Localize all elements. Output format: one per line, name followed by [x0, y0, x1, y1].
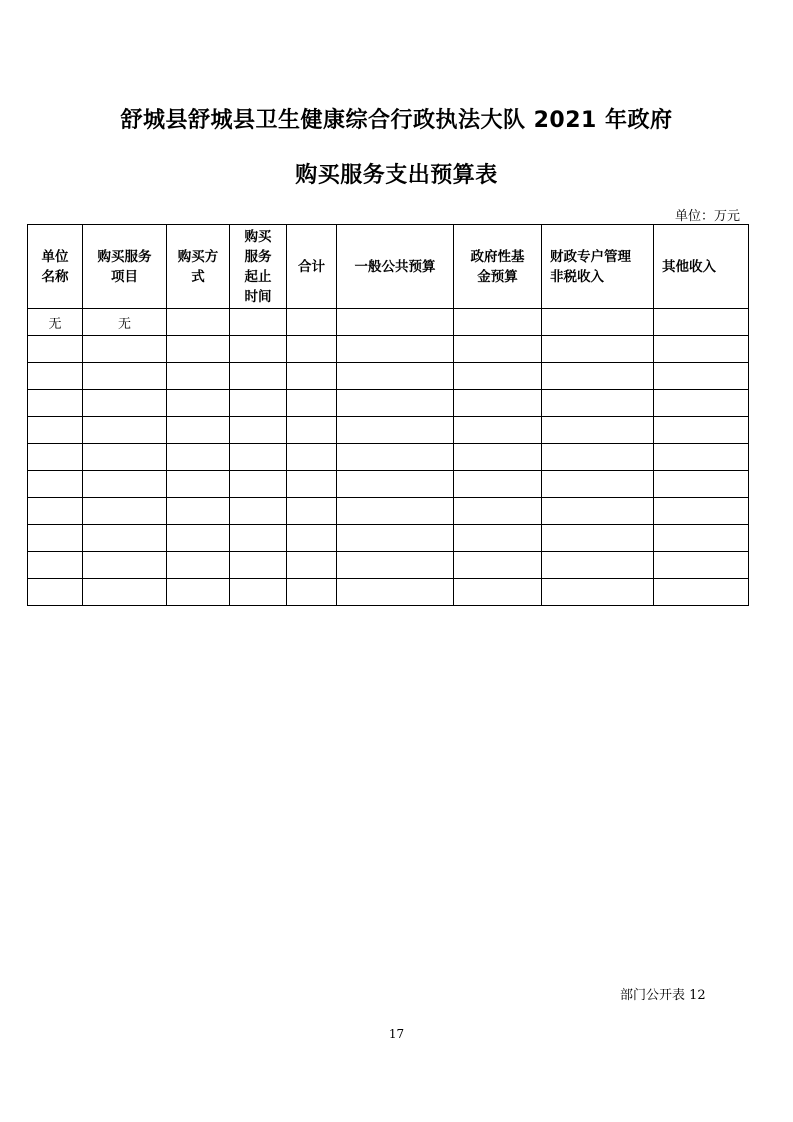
table-cell — [83, 498, 167, 525]
header-general-budget: 一般公共预算 — [337, 225, 454, 309]
table-row — [28, 336, 749, 363]
table-cell — [230, 525, 287, 552]
table-cell — [230, 363, 287, 390]
table-cell — [454, 417, 542, 444]
table-cell — [337, 525, 454, 552]
table-cell — [654, 363, 749, 390]
table-cell — [287, 390, 337, 417]
table-cell — [230, 336, 287, 363]
table-body — [28, 309, 749, 606]
table-cell — [454, 390, 542, 417]
table-row — [28, 579, 749, 606]
table-cell — [28, 471, 83, 498]
table-cell — [28, 417, 83, 444]
table-row — [28, 444, 749, 471]
table-row — [28, 525, 749, 552]
table-cell — [83, 552, 167, 579]
table-cell — [287, 525, 337, 552]
table-cell — [654, 498, 749, 525]
table-cell: 无 — [83, 309, 167, 336]
table-cell — [337, 444, 454, 471]
table-cell — [230, 471, 287, 498]
page-title-line-2: 购买服务支出预算表 — [295, 163, 498, 188]
table-cell — [337, 336, 454, 363]
table-cell — [28, 390, 83, 417]
table-row — [28, 471, 749, 498]
header-total: 合计 — [287, 225, 337, 309]
table-cell — [287, 417, 337, 444]
table-cell — [28, 552, 83, 579]
unit-label: 单位：万元 — [674, 209, 740, 224]
table-row — [28, 390, 749, 417]
table-cell — [542, 417, 654, 444]
table-cell — [287, 471, 337, 498]
table-cell — [230, 579, 287, 606]
table-cell — [167, 363, 230, 390]
table-cell — [337, 363, 454, 390]
table-cell — [167, 525, 230, 552]
table-cell — [28, 363, 83, 390]
table-cell — [337, 309, 454, 336]
table-cell — [28, 525, 83, 552]
table-cell — [337, 552, 454, 579]
table-cell — [167, 336, 230, 363]
table-cell — [542, 309, 654, 336]
table-cell — [287, 444, 337, 471]
budget-table — [27, 224, 749, 606]
table-cell — [542, 552, 654, 579]
table-cell — [287, 579, 337, 606]
table-cell — [654, 579, 749, 606]
table-cell — [542, 363, 654, 390]
table-cell — [654, 336, 749, 363]
table-cell — [654, 309, 749, 336]
table-cell — [337, 417, 454, 444]
table-cell — [454, 336, 542, 363]
table-cell — [287, 336, 337, 363]
table-cell — [167, 309, 230, 336]
header-other-income: 其他收入 — [654, 225, 749, 309]
table-cell — [542, 471, 654, 498]
table-cell — [83, 363, 167, 390]
table-row — [28, 363, 749, 390]
table-cell — [287, 363, 337, 390]
table-reference-label: 部门公开表 12 — [620, 988, 706, 1003]
header-gov-fund-budget: 政府性基 金预算 — [454, 225, 542, 309]
table-cell — [542, 390, 654, 417]
table-cell — [542, 444, 654, 471]
table-cell — [83, 390, 167, 417]
table-cell — [654, 471, 749, 498]
table-cell — [230, 309, 287, 336]
table-cell — [654, 417, 749, 444]
table-cell — [337, 471, 454, 498]
table-cell — [287, 498, 337, 525]
table-cell — [167, 444, 230, 471]
table-cell — [454, 363, 542, 390]
table-cell — [654, 390, 749, 417]
table-row — [28, 309, 749, 336]
table-cell — [230, 390, 287, 417]
header-purchase-method: 购买方 式 — [167, 225, 230, 309]
table-cell — [28, 444, 83, 471]
table-cell — [337, 390, 454, 417]
table-cell — [83, 336, 167, 363]
table-cell — [654, 444, 749, 471]
table-cell — [28, 336, 83, 363]
page-title-line-1: 舒城县舒城县卫生健康综合行政执法大队 2021 年政府 — [120, 108, 673, 133]
table-cell — [542, 525, 654, 552]
table-cell — [542, 336, 654, 363]
table-cell — [454, 444, 542, 471]
table-cell — [454, 498, 542, 525]
header-unit-name: 单位 名称 — [28, 225, 83, 309]
table-row — [28, 552, 749, 579]
header-service-period: 购买 服务 起止 时间 — [230, 225, 287, 309]
table-row — [28, 498, 749, 525]
page-number: 17 — [388, 1027, 405, 1041]
table-cell — [287, 552, 337, 579]
header-special-account-income: 财政专户管理 非税收入 — [542, 225, 654, 309]
table-cell — [542, 498, 654, 525]
table-cell — [83, 417, 167, 444]
table-cell — [337, 498, 454, 525]
table-cell — [167, 579, 230, 606]
table-cell — [454, 309, 542, 336]
table-cell — [542, 579, 654, 606]
table-cell — [230, 444, 287, 471]
header-service-item: 购买服务 项目 — [83, 225, 167, 309]
table-cell — [654, 525, 749, 552]
table-cell — [83, 525, 167, 552]
table-cell — [230, 552, 287, 579]
table-cell — [83, 471, 167, 498]
table-cell — [454, 579, 542, 606]
table-row — [28, 417, 749, 444]
table-cell — [28, 579, 83, 606]
table-cell — [167, 471, 230, 498]
table-cell — [83, 444, 167, 471]
table-cell: 无 — [28, 309, 83, 336]
table-header-row — [28, 225, 749, 309]
table-cell — [654, 552, 749, 579]
table-cell — [167, 498, 230, 525]
table-cell — [167, 552, 230, 579]
table-cell — [167, 390, 230, 417]
table-cell — [287, 309, 337, 336]
table-cell — [28, 498, 83, 525]
table-cell — [337, 579, 454, 606]
table-cell — [454, 552, 542, 579]
table-cell — [454, 471, 542, 498]
table-cell — [83, 579, 167, 606]
table-cell — [230, 498, 287, 525]
table-cell — [167, 417, 230, 444]
table-cell — [230, 417, 287, 444]
table-cell — [454, 525, 542, 552]
